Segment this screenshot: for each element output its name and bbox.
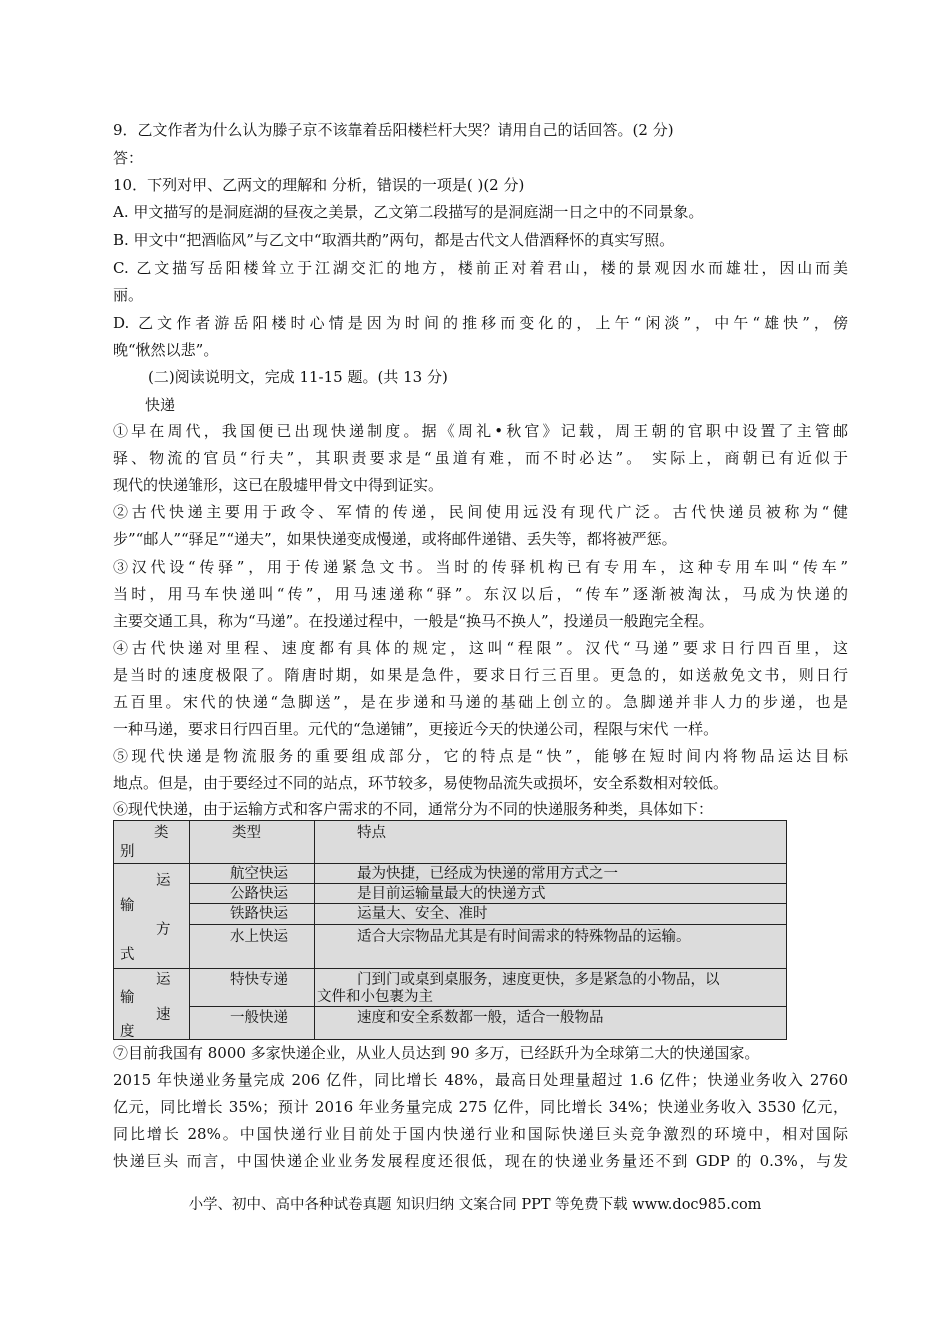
paragraph-2-line-2: 步”“邮人”“驿足”“递夫”，如果快递变成慢递，或将邮件递错、丢失等，都将被严惩。	[113, 530, 677, 548]
paragraph-4-line-2: 是当时的速度极限了。隋唐时期，如果是急件，要求日行三百里。更急的，如送赦免文书，则日行	[113, 666, 848, 684]
express-types-table	[113, 820, 787, 1040]
question-10-option-a: A. 甲文描写的是洞庭湖的昼夜之美景，乙文第二段描写的是洞庭湖一日之中的不同景象。	[113, 203, 704, 221]
feature-cell	[315, 969, 787, 1007]
group-2-char-2: 输	[120, 990, 135, 1006]
question-9-answer: 答：	[113, 149, 144, 167]
feature-cell	[315, 864, 787, 884]
question-10-option-b: B. 甲文中“把酒临风”与乙文中“取酒共酌”两句，都是古代文人借酒释怀的真实写照。	[113, 231, 675, 249]
header-type: 类型	[232, 825, 261, 841]
type-cell	[190, 864, 315, 884]
paragraph-3-line-3: 主要交通工具，称为“马递”。在投递过程中，一般是“换马不换人”，投递员一般跑完全程。	[113, 612, 714, 630]
type-cell	[190, 924, 315, 968]
question-10-option-c-line-2: 丽。	[113, 286, 144, 304]
paragraph-6: ⑥现代快递，由于运输方式和客户需求的不同，通常分为不同的快递服务种类，具体如下：	[113, 800, 714, 818]
header-feature-cell	[315, 821, 787, 864]
header-category-char-1: 类	[154, 825, 169, 841]
type-air: 航空快运	[230, 866, 288, 882]
type-general: 一般快递	[230, 1009, 288, 1026]
type-water: 水上快运	[230, 928, 288, 945]
type-cell	[190, 1006, 315, 1039]
section-heading: (二)阅读说明文，完成 11-15 题。(共 13 分)	[148, 368, 448, 386]
group-1-char-3: 方	[156, 922, 171, 938]
group-1-char-4: 式	[120, 947, 135, 963]
question-9: 9．乙文作者为什么认为滕子京不该靠着岳阳楼栏杆大哭？请用自己的话回答。(2 分)	[113, 121, 674, 139]
feature-cell	[315, 884, 787, 904]
group-2-char-1: 运	[156, 972, 171, 988]
group-2-char-3: 速	[156, 1007, 171, 1023]
question-10-option-d-line-1: D. 乙文作者游岳阳楼时心情是因为时间的推移而变化的，上午“闲淡”，中午“雄快”，傍	[113, 314, 848, 332]
table-row	[114, 884, 787, 904]
paragraph-1-line-3: 现代的快递雏形，这已在殷墟甲骨文中得到证实。	[113, 476, 444, 494]
header-feature: 特点	[357, 825, 386, 841]
paragraph-4-line-1: ④古代快递对里程、速度都有具体的规定，这叫“程限”。汉代“马递”要求日行四百里，这	[113, 639, 848, 657]
type-cell	[190, 969, 315, 1007]
question-10-option-c-line-1: C. 乙文描写岳阳楼耸立于江湖交汇的地方，楼前正对着君山，楼的景观因水而雄壮，因山而美	[113, 259, 848, 277]
feature-cell	[315, 1006, 787, 1039]
feature-express-line-1: 门到门或桌到桌服务，速度更快，多是紧急的小物品，以	[357, 972, 720, 988]
question-10: 10．下列对甲、乙两文的理解和 分析，错误的一项是( )(2 分)	[113, 176, 525, 194]
paragraph-5-line-1: ⑤现代快递是物流服务的重要组成部分，它的特点是“快”，能够在短时间内将物品运达目标	[113, 747, 848, 765]
group-1-char-1: 运	[156, 873, 171, 889]
group-transport-speed-cell	[114, 969, 190, 1040]
feature-general: 速度和安全系数都一般，适合一般物品	[357, 1009, 604, 1026]
header-category-cell	[114, 821, 190, 864]
paragraph-7-line-3: 亿元，同比增长 35%；预计 2016 年业务量完成 275 亿件，同比增长 34%；快递业务收入 3530 亿元，	[113, 1098, 848, 1116]
feature-express-line-2: 文件和小包裹为主	[317, 989, 433, 1005]
paragraph-7-line-4: 同比增长 28%。中国快递行业目前处于国内快递行业和国际快递巨头竞争激烈的环境中，相对国际	[113, 1125, 848, 1143]
article-title: 快递	[145, 396, 176, 414]
paragraph-5-line-2: 地点。但是，由于要经过不同的站点，环节较多，易使物品流失或损坏，安全系数相对较低。	[113, 774, 729, 792]
paragraph-7-line-2: 2015 年快递业务量完成 206 亿件，同比增长 48%，最高日处理量超过 1.6 亿件；快递业务收入 2760	[113, 1071, 848, 1089]
feature-road: 是目前运输量最大的快递方式	[357, 886, 546, 903]
table-row	[114, 969, 787, 1007]
group-1-char-2: 输	[120, 898, 135, 914]
paragraph-3-line-1: ③汉代设“传驿”，用于传递紧急文书。当时的传驿机构已有专用车，这种专用车叫“传车”	[113, 558, 848, 576]
group-transport-mode-cell	[114, 864, 190, 969]
paragraph-2-line-1: ②古代快递主要用于政令、军情的传递，民间使用远没有现代广泛。古代快递员被称为“健	[113, 503, 848, 521]
question-10-option-d-line-2: 晚“愀然以悲”。	[113, 341, 219, 359]
feature-water: 适合大宗物品尤其是有时间需求的特殊物品的运输。	[357, 928, 691, 945]
type-cell	[190, 904, 315, 924]
header-category-char-2: 别	[120, 844, 135, 860]
feature-cell	[315, 924, 787, 968]
paragraph-1-line-1: ①早在周代，我国便已出现快递制度。据《周礼•秋官》记载，周王朝的官职中设置了主管邮	[113, 422, 848, 440]
table-row	[114, 924, 787, 968]
paragraph-4-line-4: 一种马递，要求日行四百里。元代的“急递铺”，更接近今天的快递公司，程限与宋代 一样。	[113, 720, 719, 738]
type-rail: 铁路快运	[230, 906, 288, 923]
group-2-char-4: 度	[120, 1024, 135, 1040]
paragraph-3-line-2: 当时，用马车快递叫“传”，用马速递称“驿”。东汉以后，“传车”逐渐被淘汰，马成为快递的	[113, 585, 848, 603]
table-header-row	[114, 821, 787, 864]
header-type-cell	[190, 821, 315, 864]
table-row	[114, 1006, 787, 1039]
type-cell	[190, 884, 315, 904]
paragraph-7-line-1: ⑦目前我国有 8000 多家快递企业，从业人员达到 90 多万，已经跃升为全球第二大的快递国家。	[113, 1044, 760, 1062]
feature-rail: 运量大、安全、准时	[357, 906, 488, 923]
table-row	[114, 904, 787, 924]
table-row	[114, 864, 787, 884]
type-express: 特快专递	[230, 972, 288, 988]
page-footer: 小学、初中、高中各种试卷真题 知识归纳 文案合同 PPT 等免费下载 www.doc985.com	[188, 1197, 762, 1213]
paragraph-7-line-5: 快递巨头 而言，中国快递企业业务发展程度还很低，现在的快递业务量还不到 GDP 的 0.3%，与发	[113, 1152, 848, 1170]
paragraph-4-line-3: 五百里。宋代的快递“急脚送”，是在步递和马递的基础上创立的。急脚递并非人力的步递，也是	[113, 693, 848, 711]
type-road: 公路快运	[230, 886, 288, 903]
feature-air: 最为快捷，已经成为快递的常用方式之一	[357, 866, 618, 882]
feature-cell	[315, 904, 787, 924]
paragraph-1-line-2: 驿、物流的官员“行夫”，其职责要求是“虽道有难，而不时必达”。 实际上，商朝已有近似于	[113, 449, 848, 467]
